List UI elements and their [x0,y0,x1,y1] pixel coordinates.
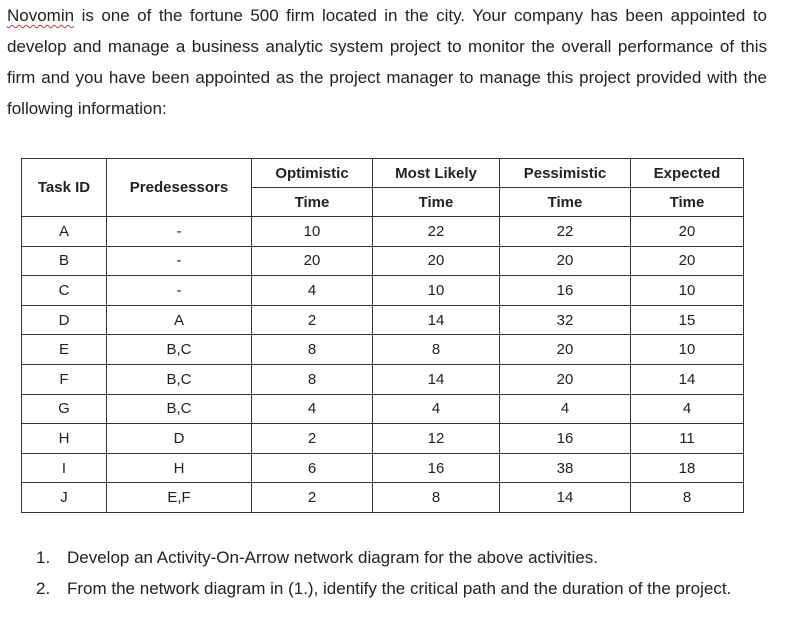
most-likely-cell: 10 [373,276,500,306]
task-id-cell: E [22,335,107,365]
pessimistic-cell: 20 [500,246,631,276]
table-row [22,217,744,247]
expected-cell: 4 [631,394,744,424]
predecessors-cell: - [107,217,252,247]
table-row [22,246,744,276]
task-id-cell: H [22,424,107,454]
expected-cell: 18 [631,453,744,483]
pessimistic-cell: 16 [500,424,631,454]
pessimistic-cell: 20 [500,364,631,394]
predecessors-cell: B,C [107,364,252,394]
question-item [30,542,760,573]
predecessors-cell: B,C [107,394,252,424]
most-likely-cell: 20 [373,246,500,276]
optimistic-cell: 2 [252,305,373,335]
predecessors-cell: A [107,305,252,335]
most-likely-cell: 8 [373,483,500,513]
optimistic-cell: 6 [252,453,373,483]
intro-paragraph [7,0,767,124]
pessimistic-cell: 38 [500,453,631,483]
optimistic-cell: 2 [252,483,373,513]
expected-cell: 15 [631,305,744,335]
most-likely-cell: 22 [373,217,500,247]
question-item [30,573,760,604]
header-pessimistic-time: Time [500,188,631,217]
table-row [22,335,744,365]
intro-text: is one of the fortune 500 firm located in the city. Your company has been appointed to develop and manage a business analytic system project to monitor the overall performance of this firm and you have been appointed as the project manager to manage this project provided with the following information: [7,6,767,118]
question-text: From the network diagram in (1.), identify the critical path and the duration of the project. [67,579,732,598]
question-number: 1. [36,548,51,567]
expected-cell: 10 [631,276,744,306]
pessimistic-cell: 20 [500,335,631,365]
table-row [22,424,744,454]
header-most-likely: Most Likely [373,159,500,188]
optimistic-cell: 4 [252,394,373,424]
predecessors-cell: - [107,276,252,306]
pessimistic-cell: 32 [500,305,631,335]
predecessors-cell: B,C [107,335,252,365]
header-optimistic: Optimistic [252,159,373,188]
table-row [22,394,744,424]
company-name: Novomin [7,6,75,25]
predecessors-cell: H [107,453,252,483]
pessimistic-cell: 4 [500,394,631,424]
predecessors-cell: - [107,246,252,276]
header-most-likely-time: Time [373,188,500,217]
table-row [22,453,744,483]
expected-cell: 14 [631,364,744,394]
expected-cell: 8 [631,483,744,513]
question-list [30,542,760,604]
optimistic-cell: 8 [252,364,373,394]
header-pessimistic: Pessimistic [500,159,631,188]
pessimistic-cell: 16 [500,276,631,306]
predecessors-cell: D [107,424,252,454]
most-likely-cell: 14 [373,305,500,335]
most-likely-cell: 14 [373,364,500,394]
table-row [22,483,744,513]
task-table [21,158,744,513]
expected-cell: 20 [631,217,744,247]
optimistic-cell: 8 [252,335,373,365]
task-rows [22,217,744,513]
optimistic-cell: 4 [252,276,373,306]
most-likely-cell: 4 [373,394,500,424]
task-id-cell: G [22,394,107,424]
expected-cell: 10 [631,335,744,365]
optimistic-cell: 10 [252,217,373,247]
task-id-cell: I [22,453,107,483]
most-likely-cell: 8 [373,335,500,365]
expected-cell: 11 [631,424,744,454]
task-id-cell: B [22,246,107,276]
most-likely-cell: 16 [373,453,500,483]
task-id-cell: D [22,305,107,335]
task-id-cell: J [22,483,107,513]
optimistic-cell: 20 [252,246,373,276]
predecessors-cell: E,F [107,483,252,513]
table-row [22,276,744,306]
header-expected: Expected [631,159,744,188]
header-optimistic-time: Time [252,188,373,217]
header-task-id: Task ID [22,159,107,217]
most-likely-cell: 12 [373,424,500,454]
table-row [22,364,744,394]
pessimistic-cell: 14 [500,483,631,513]
task-id-cell: C [22,276,107,306]
table-row [22,305,744,335]
pessimistic-cell: 22 [500,217,631,247]
header-expected-time: Time [631,188,744,217]
optimistic-cell: 2 [252,424,373,454]
header-predecessors: Predesessors [107,159,252,217]
task-id-cell: F [22,364,107,394]
question-text: Develop an Activity-On-Arrow network diagram for the above activities. [67,548,599,567]
task-id-cell: A [22,217,107,247]
question-number: 2. [36,579,51,598]
expected-cell: 20 [631,246,744,276]
